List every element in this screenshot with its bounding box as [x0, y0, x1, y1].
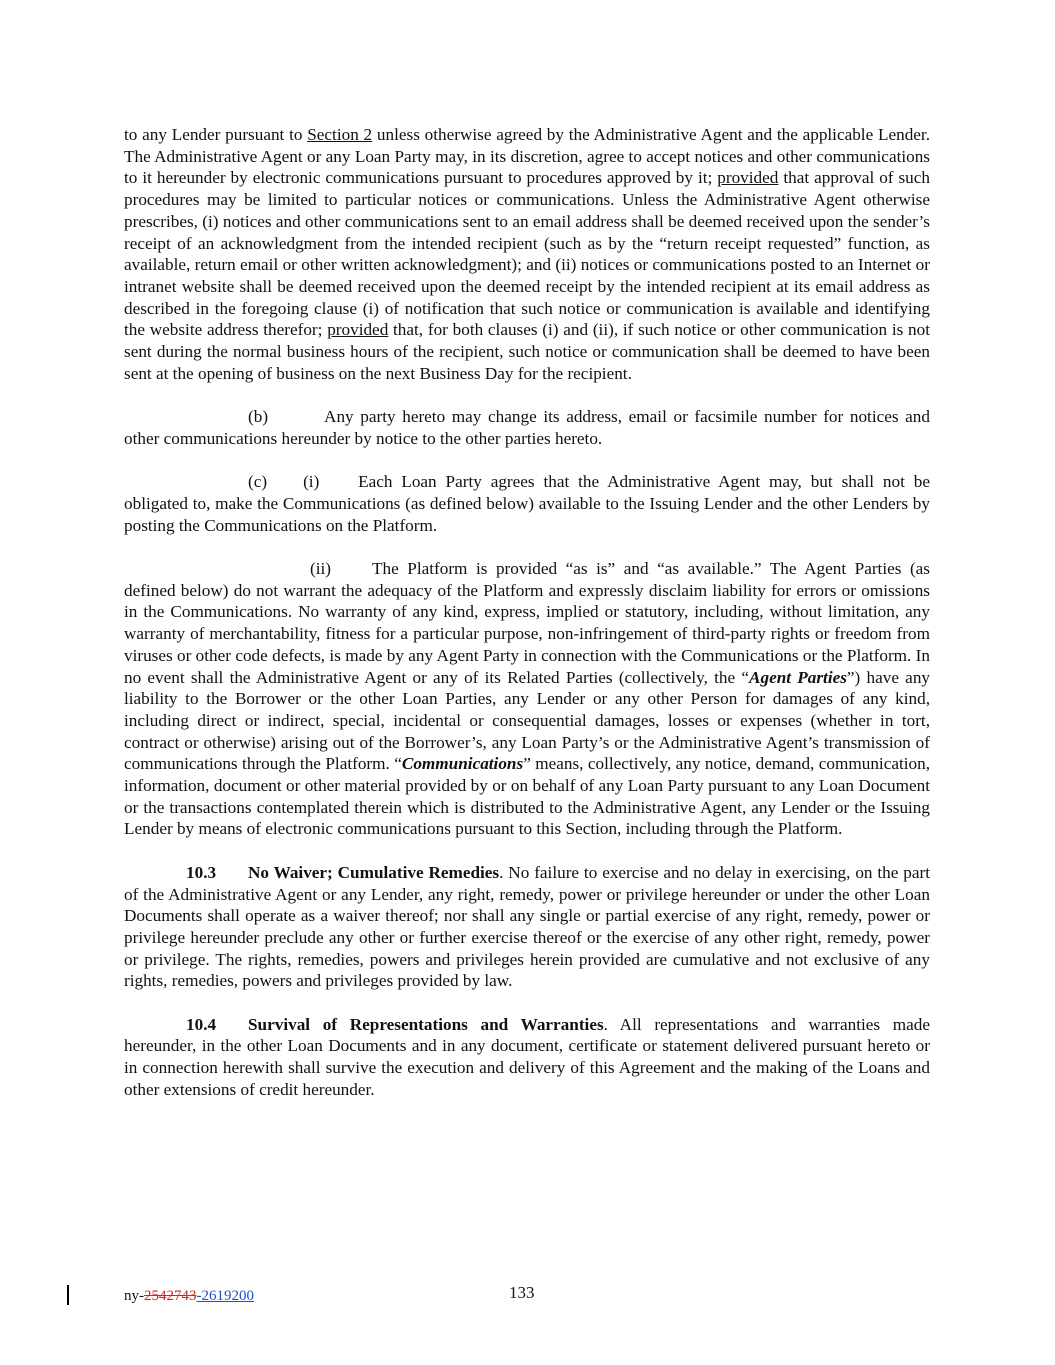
- section-10-4: 10.4 Survival of Representations and Warranties. All representations and warranties made hereunder, in the other Loan Documents and in any document, certificate or statement delivered pursuant hereto or in connection herewith shall survive the execution and delivery of this Agreement and the making of the Loans and other extensions of credit hereunder.: [124, 1014, 931, 1099]
- provided-term: provided: [717, 168, 779, 188]
- section-heading-10-3: No Waiver; Cumulative Remedies: [248, 862, 500, 882]
- defined-term-communications: Communications: [401, 754, 524, 774]
- document-id: ny-2542743-2619200: [124, 1288, 254, 1304]
- defined-term-agent-parties: Agent Parties: [749, 667, 847, 687]
- inserted-doc-number: -2619200: [196, 1288, 254, 1304]
- paragraph-c-ii: (ii) The Platform is provided “as is” and “as available.” The Agent Parties (as defined below) do not warrant the adequacy of the Platform and expressly disclaim liability for errors or omissions in the Communications. No warranty of any kind, express, implied or statutory, including, without limitation, any warranty of merchantability, fitness for a particular purpose, non-infringement of third-party rights or freedom from viruses or other code defects, is made by any Agent Party in connection with the Communications or the Platform. In no event shall the Administrative Agent or any of its Related Parties (collectively, the “Agent Parties”) have any liability to the Borrower or the other Loan Parties, any Lender or any other Person for damages of any kind, including direct or indirect, special, incidental or consequential damages, losses or expenses (whether in tort, contract or otherwise) arising out of the Borrower’s, any Loan Party’s or the Administrative Agent’s transmission of communications through the Platform. “Communications” means, collectively, any notice, demand, communication, information, document or other material provided by or on behalf of any Loan Party pursuant to any Loan Document or the transactions contemplated therein which is distributed to the Administrative Agent, any Lender or the Issuing Lender by means of electronic communications pursuant to this Section, including through the Platform.: [124, 559, 931, 839]
- section-number-10-4: 10.4: [186, 1014, 217, 1034]
- document-page: [124, 124, 930, 1101]
- section-heading-10-4: Survival of Representations and Warranties: [248, 1014, 604, 1034]
- deleted-doc-number: 2542743: [144, 1288, 197, 1304]
- revision-change-bar: [67, 1285, 69, 1305]
- provided-term: provided: [327, 320, 389, 340]
- clause-label-c-ii: (ii): [310, 559, 331, 579]
- paragraph-notices-continued: to any Lender pursuant to Section 2 unless otherwise agreed by the Administrative Agent and the applicable Lender. The Administrative Agent or any Loan Party may, in its discretion, agree to accept notices and other communications to it hereunder by electronic communications pursuant to procedures approved by it; provided that approval of such procedures may be limited to particular notices or communications. Unless the Administrative Agent otherwise prescribes, (i) notices and other communications sent to an email address shall be deemed received upon the sender’s receipt of an acknowledgment from the intended recipient (such as by the “return receipt requested” function, as available, return email or other written acknowledgment); and (ii) notices or communications posted to an Internet or intranet website shall be deemed received upon the deemed receipt by the intended recipient at its email address as described in the foregoing clause (i) of notification that such notice or communication is available and identifying the website address therefor; provided that, for both clauses (i) and (ii), if such notice or other communication is not sent during the normal business hours of the recipient, such notice or communication shall be deemed to have been sent at the opening of business on the next Business Day for the recipient.: [124, 125, 931, 383]
- page-number: 133: [509, 1283, 535, 1302]
- clause-label-c-i: (i): [303, 472, 320, 492]
- section-number-10-3: 10.3: [186, 862, 217, 882]
- section-2-reference: Section 2: [307, 125, 373, 144]
- paragraph-b: (b) Any party hereto may change its address, email or facsimile number for notices and other communications hereunder by notice to the other parties hereto.: [124, 407, 930, 448]
- clause-label-b: (b): [248, 407, 269, 427]
- paragraph-c-i: (c) (i) Each Loan Party agrees that the Administrative Agent may, but shall not be obligated to, make the Communications (as defined below) available to the Issuing Lender and the other Lenders by posting the Communications on the Platform.: [124, 472, 930, 535]
- section-10-3: 10.3 No Waiver; Cumulative Remedies. No failure to exercise and no delay in exercising, on the part of the Administrative Agent or any Lender, any right, remedy, power or privilege hereunder or under the other Loan Documents shall operate as a waiver thereof; nor shall any single or partial exercise of any right, remedy, power or privilege hereunder preclude any other or further exercise thereof or the exercise of any other right, remedy, power or privilege. The rights, remedies, powers and privileges herein provided are cumulative and not exclusive of any rights, remedies, powers and privileges provided by law.: [124, 862, 931, 991]
- clause-label-c: (c): [248, 472, 268, 492]
- page-footer: [0, 1283, 1055, 1313]
